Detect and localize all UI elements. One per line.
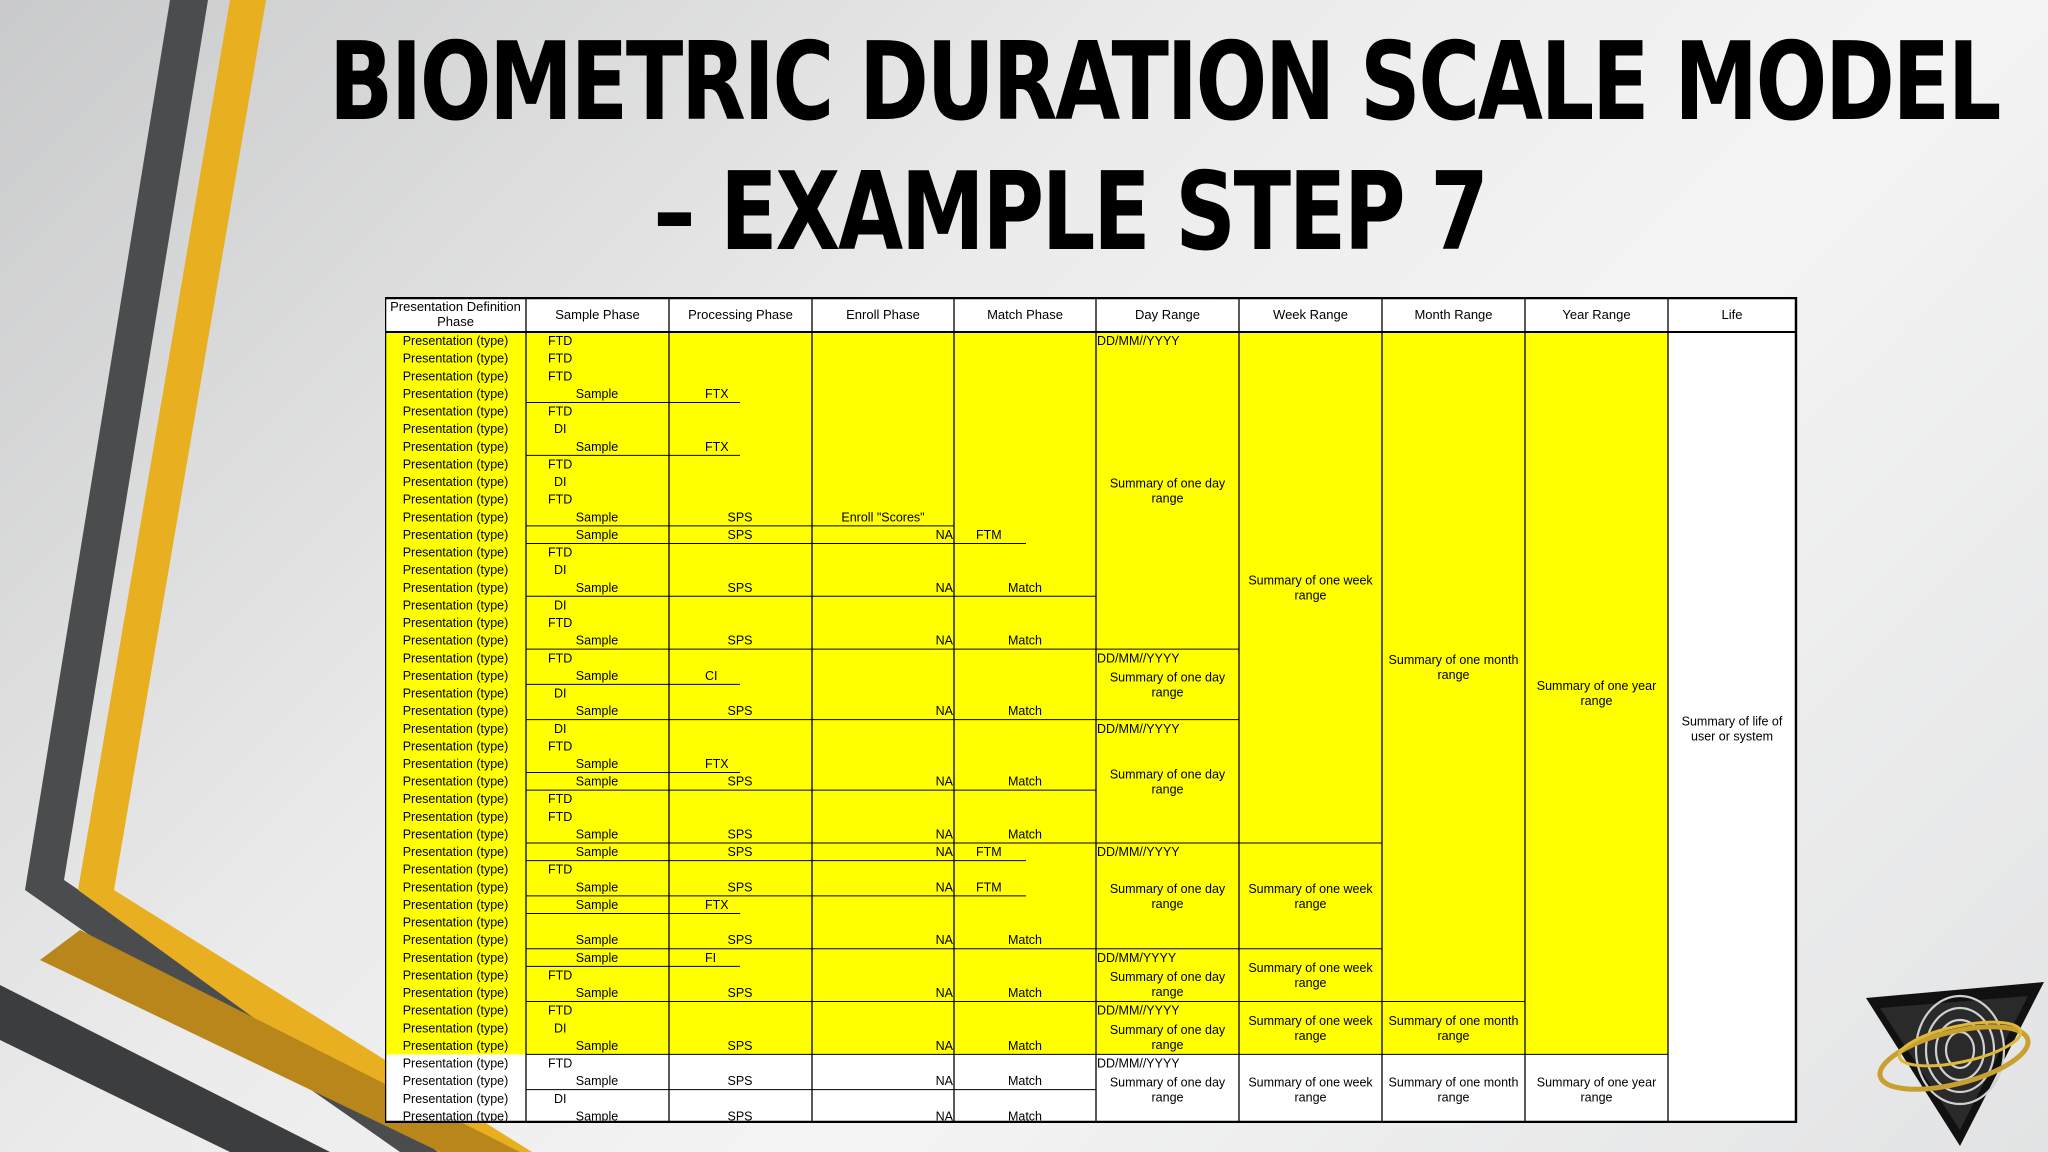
row-label: Presentation (type) — [402, 1021, 509, 1036]
row-label: Presentation (type) — [402, 334, 509, 349]
match-cell: FTM — [976, 845, 1002, 860]
row-label: Presentation (type) — [402, 439, 509, 454]
enroll-cell: NA — [935, 1109, 953, 1123]
processing-cell: FI — [705, 950, 717, 965]
row-label: Presentation (type) — [402, 404, 509, 419]
row-label: Presentation (type) — [402, 475, 509, 490]
match-cell: Match — [1007, 1109, 1043, 1123]
day-date: DD/MM//YYYY — [1097, 845, 1180, 860]
month-block-summary-line2: range — [1437, 667, 1470, 682]
match-cell: Match — [1007, 580, 1043, 595]
row-label: Presentation (type) — [402, 1109, 509, 1123]
week-block-summary-line1: Summary of one week — [1248, 1013, 1373, 1028]
processing-cell: SPS — [727, 845, 753, 860]
sample-cell: Sample — [575, 756, 619, 771]
week-block-summary-line2: range — [1294, 976, 1327, 991]
sample-cell: FTD — [548, 457, 573, 472]
sample-cell: FTD — [548, 651, 573, 666]
day-block-summary-line1: Summary of one day — [1109, 969, 1226, 984]
week-block-summary-line2: range — [1294, 1028, 1327, 1043]
row-label: Presentation (type) — [402, 809, 509, 824]
sample-cell: Sample — [575, 880, 619, 895]
processing-cell: SPS — [727, 827, 753, 842]
sample-cell: FTD — [548, 404, 573, 419]
sample-cell: DI — [554, 563, 567, 578]
sample-cell: Sample — [575, 704, 619, 719]
row-label: Presentation (type) — [402, 545, 509, 560]
row-label: Presentation (type) — [402, 792, 509, 807]
day-date: DD/MM//YYYY — [1097, 1056, 1180, 1071]
row-label: Presentation (type) — [402, 457, 509, 472]
header-9: Life — [1721, 307, 1743, 322]
day-block-summary-line2: range — [1151, 491, 1184, 506]
row-label: Presentation (type) — [402, 968, 509, 983]
sample-cell: DI — [554, 422, 567, 437]
enroll-cell: NA — [935, 580, 953, 595]
sample-cell: DI — [554, 686, 567, 701]
header-4: Match Phase — [987, 307, 1063, 322]
month-block-summary-line1: Summary of one month — [1388, 1013, 1519, 1028]
row-label: Presentation (type) — [402, 633, 509, 648]
month-block-summary-line1: Summary of one month — [1388, 652, 1519, 667]
row-label: Presentation (type) — [402, 704, 509, 719]
match-cell: Match — [1007, 933, 1043, 948]
enroll-cell: NA — [935, 704, 953, 719]
month-block-summary-line1: Summary of one month — [1388, 1075, 1519, 1090]
row-label: Presentation (type) — [402, 845, 509, 860]
match-cell: FTM — [976, 527, 1002, 542]
enroll-cell: NA — [935, 845, 953, 860]
header-3: Enroll Phase — [846, 307, 920, 322]
week-block-summary-line1: Summary of one week — [1248, 573, 1373, 588]
sample-cell: FTD — [548, 739, 573, 754]
day-block-summary-line2: range — [1151, 685, 1184, 700]
row-label: Presentation (type) — [402, 369, 509, 384]
row-label: Presentation (type) — [402, 1038, 509, 1053]
day-block-summary-line1: Summary of one day — [1109, 1075, 1226, 1090]
sample-cell: Sample — [575, 633, 619, 648]
processing-cell: CI — [705, 668, 718, 683]
processing-cell: SPS — [727, 1038, 753, 1053]
sample-cell: Sample — [575, 933, 619, 948]
processing-cell: FTX — [705, 756, 729, 771]
day-block-summary-line2: range — [1151, 782, 1184, 797]
year-block-summary-line1: Summary of one year — [1536, 679, 1657, 694]
processing-cell: SPS — [727, 1109, 753, 1123]
highlight-fill — [1382, 332, 1525, 1054]
enroll-cell: NA — [935, 774, 953, 789]
match-cell: FTM — [976, 880, 1002, 895]
duration-scale-table — [385, 297, 1798, 1123]
sample-cell: Sample — [575, 774, 619, 789]
slide-title-line-2: – EXAMPLE STEP 7 — [653, 150, 1487, 275]
day-date: DD/MM//YYYY — [1097, 334, 1180, 349]
sample-cell: FTD — [548, 968, 573, 983]
header-6: Week Range — [1273, 307, 1348, 322]
processing-cell: FTX — [705, 386, 729, 401]
week-block-summary-line2: range — [1294, 588, 1327, 603]
header-2: Processing Phase — [688, 307, 793, 322]
enroll-cell: Enroll "Scores" — [841, 510, 925, 525]
day-block-summary-line2: range — [1151, 1037, 1184, 1052]
row-label: Presentation (type) — [402, 1056, 509, 1071]
duration-scale-table-grid — [385, 297, 1798, 1123]
row-label: Presentation (type) — [402, 986, 509, 1001]
sample-cell: FTD — [548, 616, 573, 631]
match-cell: Match — [1007, 1038, 1043, 1053]
row-label: Presentation (type) — [402, 616, 509, 631]
day-date: DD/MM//YYYY — [1097, 721, 1180, 736]
row-label: Presentation (type) — [402, 739, 509, 754]
row-label: Presentation (type) — [402, 386, 509, 401]
processing-cell: FTX — [705, 439, 729, 454]
row-label: Presentation (type) — [402, 880, 509, 895]
header-5: Day Range — [1134, 307, 1201, 322]
processing-cell: SPS — [727, 1074, 753, 1089]
enroll-cell: NA — [935, 827, 953, 842]
row-label: Presentation (type) — [402, 651, 509, 666]
sample-cell: Sample — [575, 1109, 619, 1123]
year-block-summary-line2: range — [1580, 694, 1613, 709]
sample-cell: DI — [554, 1091, 567, 1106]
sample-cell: FTD — [548, 351, 573, 366]
row-label: Presentation (type) — [402, 351, 509, 366]
slide-title-line-1: BIOMETRIC DURATION SCALE MODEL — [329, 20, 2000, 145]
match-cell: Match — [1007, 633, 1043, 648]
row-label: Presentation (type) — [402, 897, 509, 912]
row-label: Presentation (type) — [402, 598, 509, 613]
enroll-cell: NA — [935, 986, 953, 1001]
processing-cell: SPS — [727, 774, 753, 789]
sample-cell: FTD — [548, 545, 573, 560]
fingerprint-triangle-logo-icon — [1862, 962, 2048, 1150]
sample-cell: Sample — [575, 845, 619, 860]
row-label: Presentation (type) — [402, 950, 509, 965]
day-block-summary-line1: Summary of one day — [1109, 881, 1226, 896]
highlight-fill — [1239, 332, 1382, 1054]
enroll-cell: NA — [935, 933, 953, 948]
sample-cell: FTD — [548, 1056, 573, 1071]
day-date: DD/MM/YYYY — [1097, 950, 1177, 965]
sample-cell: Sample — [575, 1074, 619, 1089]
row-label: Presentation (type) — [402, 668, 509, 683]
year-block-summary-line2: range — [1580, 1090, 1613, 1105]
sample-cell: Sample — [575, 439, 619, 454]
sample-cell: FTD — [548, 1003, 573, 1018]
sample-cell: DI — [554, 598, 567, 613]
match-cell: Match — [1007, 1074, 1043, 1089]
row-label: Presentation (type) — [402, 527, 509, 542]
processing-cell: SPS — [727, 880, 753, 895]
sample-cell: Sample — [575, 580, 619, 595]
sample-cell: Sample — [575, 827, 619, 842]
week-block-summary-line1: Summary of one week — [1248, 1075, 1373, 1090]
sample-cell: Sample — [575, 386, 619, 401]
day-date: DD/MM//YYYY — [1097, 1003, 1180, 1018]
row-label: Presentation (type) — [402, 827, 509, 842]
day-block-summary-line1: Summary of one day — [1109, 670, 1226, 685]
day-block-summary-line1: Summary of one day — [1109, 767, 1226, 782]
row-label: Presentation (type) — [402, 774, 509, 789]
processing-cell: SPS — [727, 986, 753, 1001]
week-block-summary-line2: range — [1294, 1090, 1327, 1105]
sample-cell: Sample — [575, 897, 619, 912]
sample-cell: DI — [554, 1021, 567, 1036]
row-label: Presentation (type) — [402, 862, 509, 877]
processing-cell: SPS — [727, 933, 753, 948]
week-block-summary-line1: Summary of one week — [1248, 961, 1373, 976]
match-cell: Match — [1007, 827, 1043, 842]
day-block-summary-line1: Summary of one day — [1109, 1022, 1226, 1037]
sample-cell: FTD — [548, 792, 573, 807]
row-label: Presentation (type) — [402, 756, 509, 771]
row-label: Presentation (type) — [402, 686, 509, 701]
sample-cell: DI — [554, 475, 567, 490]
day-date: DD/MM//YYYY — [1097, 651, 1180, 666]
sample-cell: FTD — [548, 369, 573, 384]
week-block-summary-line2: range — [1294, 896, 1327, 911]
highlight-fill — [812, 332, 954, 1054]
header-0-line1: Presentation Definition — [390, 299, 521, 314]
day-block-summary-line2: range — [1151, 984, 1184, 999]
processing-cell: SPS — [727, 580, 753, 595]
row-label: Presentation (type) — [402, 492, 509, 507]
sample-cell: Sample — [575, 668, 619, 683]
year-block-summary-line1: Summary of one year — [1536, 1075, 1657, 1090]
sample-cell: FTD — [548, 862, 573, 877]
row-label: Presentation (type) — [402, 721, 509, 736]
row-label: Presentation (type) — [402, 933, 509, 948]
sample-cell: Sample — [575, 986, 619, 1001]
row-label: Presentation (type) — [402, 563, 509, 578]
sample-cell: Sample — [575, 1038, 619, 1053]
header-7: Month Range — [1414, 307, 1493, 322]
sample-cell: Sample — [575, 950, 619, 965]
row-label: Presentation (type) — [402, 422, 509, 437]
processing-cell: SPS — [727, 704, 753, 719]
match-cell: Match — [1007, 704, 1043, 719]
day-block-summary-line1: Summary of one day — [1109, 476, 1226, 491]
life-block-summary-line2: user or system — [1691, 729, 1773, 744]
sample-cell: FTD — [548, 334, 573, 349]
month-block-summary-line2: range — [1437, 1028, 1470, 1043]
row-label: Presentation (type) — [402, 510, 509, 525]
day-block-summary-line2: range — [1151, 1090, 1184, 1105]
row-label: Presentation (type) — [402, 580, 509, 595]
sample-cell: Sample — [575, 510, 619, 525]
month-block-summary-line2: range — [1437, 1090, 1470, 1105]
sample-cell: DI — [554, 721, 567, 736]
header-0-line2: Phase — [437, 314, 474, 329]
enroll-cell: NA — [935, 1074, 953, 1089]
processing-cell: SPS — [727, 633, 753, 648]
row-label: Presentation (type) — [402, 1003, 509, 1018]
enroll-cell: NA — [935, 633, 953, 648]
header-1: Sample Phase — [555, 307, 640, 322]
row-label: Presentation (type) — [402, 1091, 509, 1106]
sample-cell: Sample — [575, 527, 619, 542]
sample-cell: FTD — [548, 809, 573, 824]
enroll-cell: NA — [935, 1038, 953, 1053]
sample-cell: FTD — [548, 492, 573, 507]
week-block-summary-line1: Summary of one week — [1248, 881, 1373, 896]
day-block-summary-line2: range — [1151, 896, 1184, 911]
processing-cell: SPS — [727, 527, 753, 542]
match-cell: Match — [1007, 986, 1043, 1001]
header-8: Year Range — [1562, 307, 1631, 322]
processing-cell: FTX — [705, 897, 729, 912]
enroll-cell: NA — [935, 527, 953, 542]
row-label: Presentation (type) — [402, 915, 509, 930]
match-cell: Match — [1007, 774, 1043, 789]
processing-cell: SPS — [727, 510, 753, 525]
life-block-summary-line1: Summary of life of — [1681, 714, 1783, 729]
enroll-cell: NA — [935, 880, 953, 895]
row-label: Presentation (type) — [402, 1074, 509, 1089]
